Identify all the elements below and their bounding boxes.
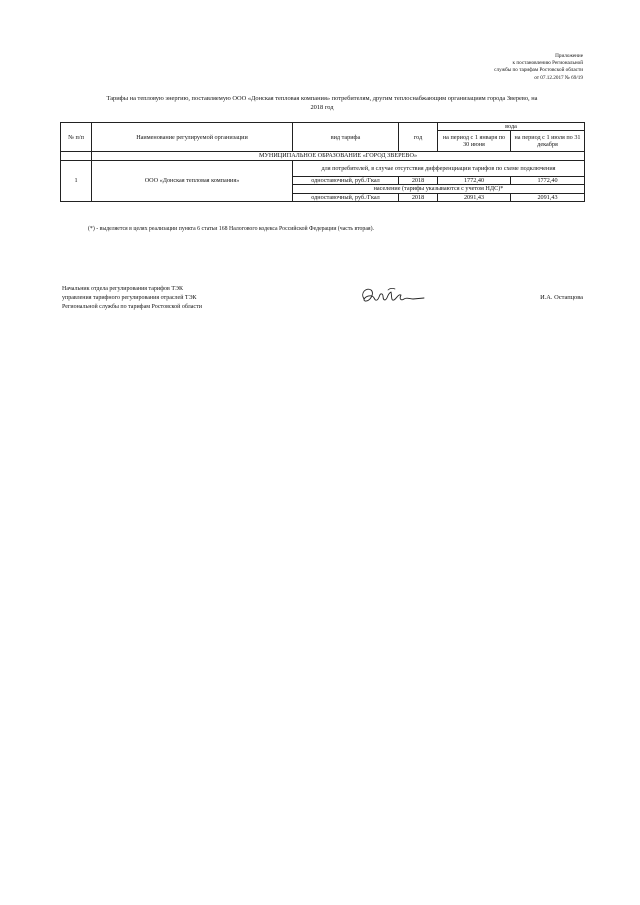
annex-line: Приложение <box>555 53 583 59</box>
signature-image <box>358 283 430 309</box>
header-org: Наименование регулируемой организации <box>92 123 293 152</box>
position-line: управления тарифного регулирования отраслей ТЭК <box>62 295 197 301</box>
annex-line: к постановлению Региональной <box>512 60 583 67</box>
footnote: (*) - выделяется в целях реализации пункта 6 статьи 168 Налогового кодекса Российской Федерации (часть вторая). <box>88 226 374 232</box>
signatory-position <box>62 285 202 312</box>
group-population: население (тарифы указываются с учетом НДС)* <box>293 185 585 194</box>
annex-header <box>383 53 583 82</box>
header-tariff-type: вид тарифа <box>293 123 399 152</box>
value-period-2: 2091,43 <box>511 193 585 202</box>
document-title <box>62 94 582 112</box>
value-period-1: 1772,40 <box>438 176 511 185</box>
position-line: Региональной службы по тарифам Ростовской области <box>62 304 202 310</box>
tariff-type-cell: одноставочный, руб./Гкал <box>293 176 399 185</box>
title-line: Тарифы на тепловую энергию, поставляемую ООО «Донская тепловая компания» потребителям, другим теплоснабжающим организациям города Зверево, на <box>106 95 538 102</box>
org-name: ООО «Донская тепловая компания» <box>92 160 293 202</box>
header-period-1: на период с 1 января по 30 июня <box>438 131 511 152</box>
signatory-name: И.А. Остапцова <box>540 294 583 301</box>
year-cell: 2018 <box>399 193 438 202</box>
year-cell: 2018 <box>399 176 438 185</box>
annex-date: от 07.12.2017 № 69/19 <box>534 74 583 81</box>
annex-line: службы по тарифам Ростовской области <box>494 67 583 74</box>
header-period-2: на период с 1 июля по 31 декабря <box>511 131 585 152</box>
group-consumers: для потребителей, в случае отсутствия дифференциации тарифов по схеме подключения <box>293 160 585 176</box>
value-period-2: 1772,40 <box>511 176 585 185</box>
header-water: вода <box>438 123 585 131</box>
row-number: 1 <box>61 160 92 202</box>
value-period-1: 2091,43 <box>438 193 511 202</box>
header-year: год <box>399 123 438 152</box>
tariff-table <box>60 122 585 202</box>
header-num: № п/п <box>61 123 92 152</box>
position-line: Начальник отдела регулирования тарифов ТЭК <box>62 286 183 292</box>
section-row: МУНИЦИПАЛЬНОЕ ОБРАЗОВАНИЕ «ГОРОД ЗВЕРЕВО» <box>92 152 585 161</box>
title-line: 2018 год <box>310 104 334 111</box>
tariff-type-cell: одноставочный, руб./Гкал <box>293 193 399 202</box>
